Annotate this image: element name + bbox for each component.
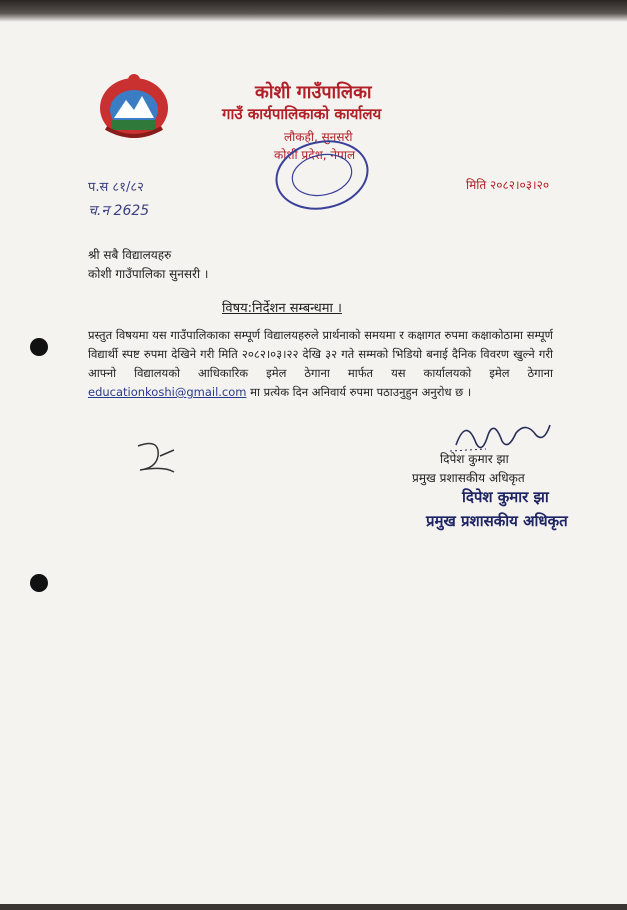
body-text: प्रस्तुत विषयमा यस गाउँपालिकाका सम्पूर्ण विद्यालयहरुले प्रार्थनाको समयमा र कक्षागत रुपमा कक्षाकोठामा सम्पूर्ण विद्यार्थी स्पष्ट रुपमा देखिने गरी मिति २०८२।०३।२२ देखि ३२ गते सम्मको भिडियो बनाई दैनिक विवरण खुल्ने गरी आफ्नो विद्यालयको आधिकारिक इमेल ठेगाना मार्फत यस कार्यालयको इमेल ठेगाना [88,328,553,380]
letter-date: मिति २०८२।०३।२० [466,178,550,192]
subject-line: विषय:निर्देशन सम्बन्धमा । [222,301,342,316]
signatory-stamp-name: दिपेश कुमार झा [462,488,549,506]
signatory-title: प्रमुख प्रशासकीय अधिकृत [412,471,525,485]
email-link[interactable]: educationkoshi@gmail.com [88,385,247,399]
recipient-block [88,246,208,284]
letter-number: प.स ८१/८२ [88,180,144,195]
letterhead-place-line2: कोशी प्रदेश, नेपाल [274,148,356,162]
recipient-line1: श्री सबै विद्यालयहरु [88,248,172,262]
punch-hole-bottom [30,574,48,592]
reference-block [88,177,149,226]
recipient-line2: कोशी गाउँपालिका सुनसरी । [88,267,209,281]
body-text-after: मा प्रत्येक दिन अनिवार्य रुपमा पठाउनुहुन अनुरोध छ । [246,385,472,399]
letterhead-place-line1: लौकही, सुनसरी [284,130,353,144]
scan-edge-bottom [0,904,627,910]
signatory-name: दिपेश कुमार झा [440,452,509,466]
signatory-stamp-title: प्रमुख प्रशासकीय अधिकृत [426,512,568,530]
letterhead-org-name: कोशी गाउँपालिका [255,82,372,103]
scan-edge-top [0,0,627,22]
office-seal-stamp [272,138,372,212]
dispatch-number: च.न 2625 [88,203,150,219]
body-paragraph [88,326,553,402]
letterhead-office-name: गाउँ कार्यपालिकाको कार्यालय [222,105,382,123]
handwritten-initial-mark [130,438,180,478]
nepal-emblem-icon [96,70,172,142]
punch-hole-top [30,338,48,356]
